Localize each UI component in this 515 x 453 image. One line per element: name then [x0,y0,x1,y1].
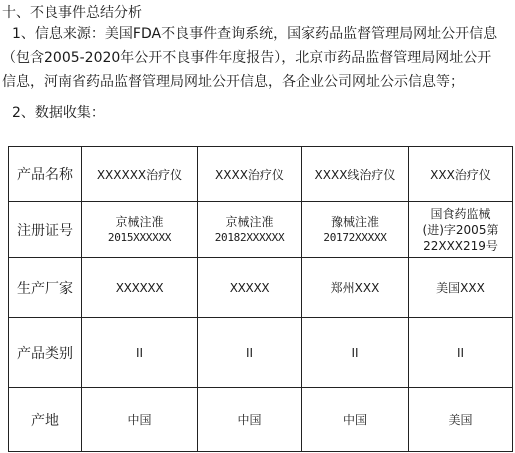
registration-code: (进)字2005第 [422,222,499,237]
registration-number-cell [302,202,409,258]
origin-cell: 中国 [82,388,198,452]
source-line-3: 信息，河南省药品监督管理局网址公开信息，各企业公司网址公示信息等； [2,74,464,90]
registration-code: 20172XXXXX [323,230,387,244]
manufacturer-cell: 美国XXX [409,258,513,318]
origin-cell: 中国 [302,388,409,452]
registration-prefix: 京械注准 [225,214,274,229]
registration-prefix: 京械注准 [115,214,164,229]
product-name-cell: XXXXXX治疗仪 [82,147,198,202]
origin-cell: 中国 [198,388,302,452]
table-row-manufacturer [9,258,513,318]
registration-prefix: 豫械注准 [330,214,379,229]
category-cell: II [82,318,198,388]
source-line-2: （包含2005-2020年公开不良事件年度报告），北京市药品监督管理局网址公开 [2,50,492,66]
origin-cell: 美国 [409,388,513,452]
section-title: 十、不良事件总结分析 [2,5,142,21]
source-line-1: 1、信息来源：美国FDA不良事件查询系统，国家药品监督管理局网址公开信息 [12,26,498,42]
data-collection-label: 2、数据收集： [12,105,105,121]
registration-prefix: 国食药监械 [430,206,491,221]
registration-code: 20182XXXXXX [214,230,285,244]
header-registration-number: 注册证号 [9,202,82,258]
registration-code: 2015XXXXXX [107,230,172,244]
registration-number-cell [82,202,198,258]
header-product-name: 产品名称 [9,147,82,202]
category-cell: II [302,318,409,388]
category-cell: II [198,318,302,388]
registration-number-cell [198,202,302,258]
table-row-category [9,318,513,388]
manufacturer-cell: XXXXX [198,258,302,318]
product-name-cell: XXX治疗仪 [409,147,513,202]
product-name-cell: XXXX线治疗仪 [302,147,409,202]
registration-number-cell [409,202,513,258]
manufacturer-cell: XXXXXX [82,258,198,318]
adverse-event-product-table [8,146,513,452]
registration-code: 22XXX219号 [423,238,498,253]
product-name-cell: XXXX治疗仪 [198,147,302,202]
manufacturer-cell: 郑州XXX [302,258,409,318]
header-manufacturer: 生产厂家 [9,258,82,318]
table-row-origin [9,388,513,452]
header-origin: 产地 [9,388,82,452]
category-cell: II [409,318,513,388]
header-product-category: 产品类别 [9,318,82,388]
table-row-registration [9,202,513,258]
table-row-product-name [9,147,513,202]
